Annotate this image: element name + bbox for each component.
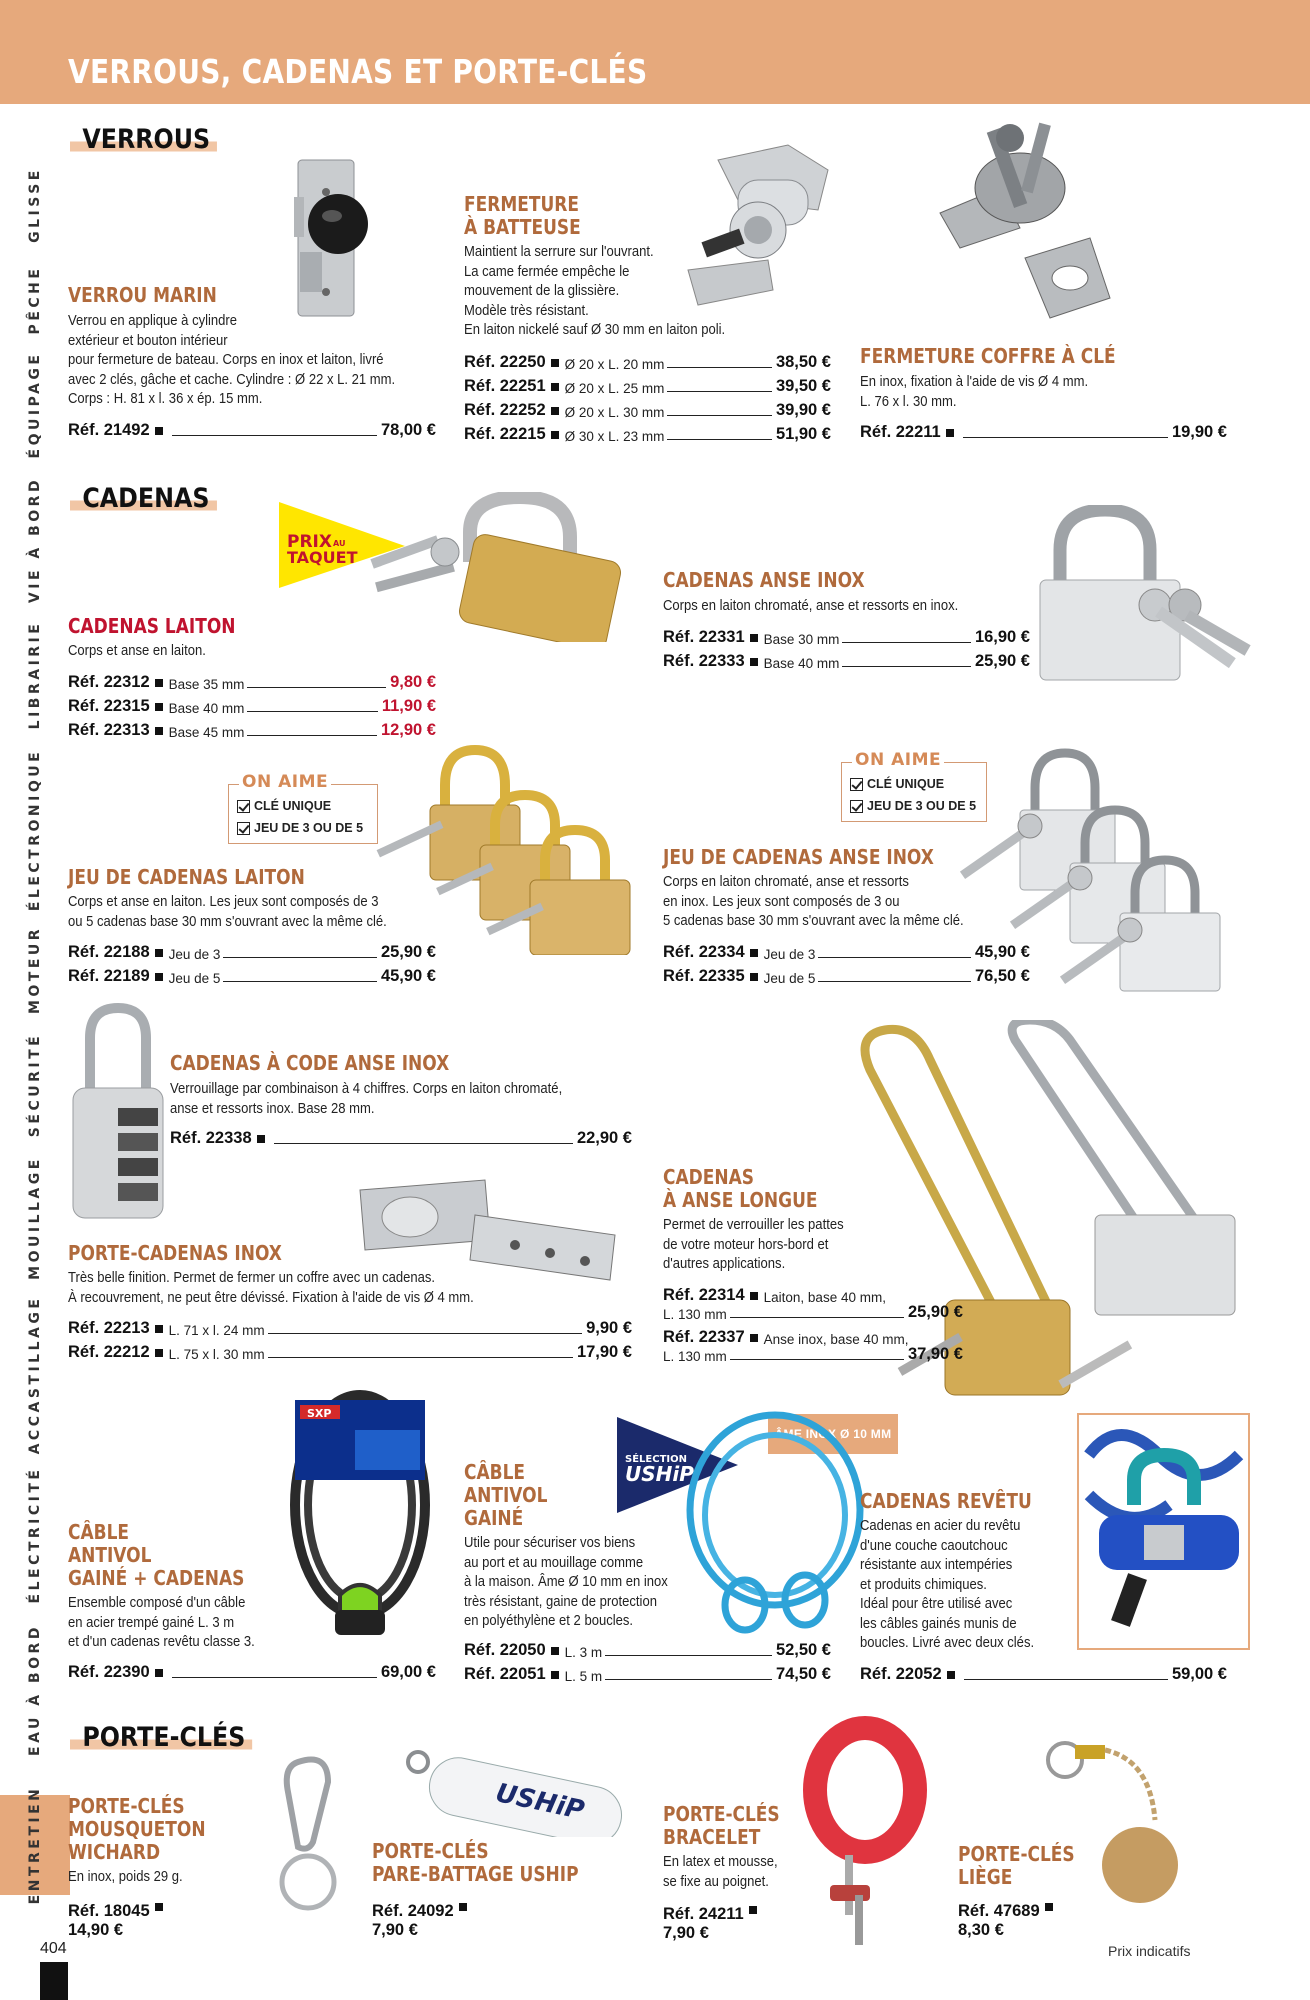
price-row bbox=[464, 376, 831, 396]
ref-code: Réf. 22050 bbox=[464, 1641, 546, 1659]
ref-code: Réf. 22051 bbox=[464, 1665, 546, 1683]
price: 39,90 € bbox=[775, 401, 831, 419]
price-row bbox=[663, 1344, 963, 1364]
variant: L. 5 m bbox=[564, 1669, 603, 1684]
checkbox-icon bbox=[850, 800, 863, 813]
prix-taquet-line1: PRIX bbox=[287, 532, 332, 552]
variant: Laiton, base 40 mm, bbox=[763, 1290, 886, 1305]
cable-cadenas-title: CÂBLE bbox=[68, 1520, 130, 1544]
variant: Ø 20 x L. 30 mm bbox=[564, 405, 665, 420]
uship-flag-line2: USHiP bbox=[625, 1462, 694, 1486]
cadenas-code-description: Verrouillage par combinaison à 4 chiffres. Corps en laiton chromaté, anse et ressorts inox. Base 28 mm. bbox=[170, 1081, 563, 1117]
price: 7,90 € bbox=[372, 1921, 418, 1939]
ref-code: Réf. 22315 bbox=[68, 697, 150, 715]
price-row bbox=[68, 1342, 632, 1362]
variant: Ø 20 x L. 20 mm bbox=[564, 357, 665, 372]
variant: Base 40 mm bbox=[168, 701, 245, 716]
on-aime-badge bbox=[228, 772, 378, 844]
price: 78,00 € bbox=[380, 421, 436, 439]
variant: Jeu de 5 bbox=[763, 971, 816, 986]
badge-feature-label: CLÉ UNIQUE bbox=[867, 777, 945, 791]
fermeture-batteuse-description: Maintient la serrure sur l'ouvrant. La came fermée empêche le mouvement de la glissière. Modèle très résistant. En laiton nickelé sauf Ø 30 mm en laiton poli. bbox=[464, 244, 726, 338]
cadenas-anse-inox-image bbox=[1035, 505, 1255, 685]
price-row bbox=[68, 1318, 632, 1338]
sidebar-item-librairie[interactable]: LIBRAIRIE bbox=[27, 620, 43, 730]
ame-inox-tag: ÂME INOX Ø 10 MM bbox=[768, 1414, 898, 1454]
ref-code: Réf. 22335 bbox=[663, 967, 745, 985]
cadenas-revetu-image bbox=[1079, 1415, 1248, 1648]
fermeture-coffre-description: En inox, fixation à l'aide de vis Ø 4 mm. L. 76 x l. 30 mm. bbox=[860, 374, 1089, 410]
cable-cadenas-description: Ensemble composé d'un câble en acier trempé gainé L. 3 m et d'un cadenas revêtu classe 3. bbox=[68, 1595, 255, 1650]
variant: Base 45 mm bbox=[168, 725, 245, 740]
ref-code: Réf. 22211 bbox=[860, 423, 941, 441]
cable-cadenas-title-3: GAINÉ + CADENAS bbox=[68, 1566, 245, 1590]
price-row bbox=[663, 966, 1030, 986]
ref-code: Réf. 22338 bbox=[170, 1129, 252, 1147]
price: 37,90 € bbox=[907, 1345, 963, 1363]
sidebar-item-mouillage[interactable]: MOUILLAGE bbox=[27, 1156, 43, 1280]
price-row bbox=[68, 720, 436, 740]
variant: L. 3 m bbox=[564, 1645, 603, 1660]
ref-code: Réf. 22215 bbox=[464, 425, 546, 443]
jeu-cadenas-laiton-title: JEU DE CADENAS LAITON bbox=[68, 865, 305, 889]
sidebar-item-equipage[interactable]: ÉQUIPAGE bbox=[27, 351, 43, 459]
variant: Jeu de 3 bbox=[168, 947, 221, 962]
sidebar-item-glisse[interactable]: GLISSE bbox=[27, 167, 43, 243]
verrou-marin-title: VERROU MARIN bbox=[68, 283, 217, 307]
porte-cles-liege-title-2: LIÈGE bbox=[958, 1865, 1013, 1889]
price: 45,90 € bbox=[974, 943, 1030, 961]
ref-code: Réf. 24092 bbox=[372, 1902, 454, 1920]
porte-cles-liege-image bbox=[1030, 1720, 1180, 1910]
porte-cles-bracelet-title: PORTE-CLÉS bbox=[663, 1802, 780, 1826]
sidebar-item-moteur[interactable]: MOTEUR bbox=[27, 925, 43, 1015]
price: 38,50 € bbox=[775, 353, 831, 371]
ref-code: Réf. 22189 bbox=[68, 967, 150, 985]
page-tab-marker bbox=[40, 1962, 68, 2000]
ref-code: Réf. 22334 bbox=[663, 943, 745, 961]
porte-cles-mousqueton-image bbox=[268, 1752, 348, 1917]
cadenas-revetu-description: Cadenas en acier du revêtu d'une couche caoutchouc résistante aux intempéries et produits chimiques. Idéal pour être utilisé avec les câbles gainés munis de boucles. Livré avec deux clés. bbox=[860, 1518, 1035, 1651]
ref-code: Réf. 47689 bbox=[958, 1902, 1040, 1920]
price-row bbox=[68, 672, 436, 692]
prix-taquet-line2: TAQUET bbox=[287, 548, 358, 567]
price: 39,50 € bbox=[775, 377, 831, 395]
price: 59,00 € bbox=[1171, 1665, 1227, 1683]
price: 12,90 € bbox=[380, 721, 436, 739]
section-title-porte-cles: PORTE-CLÉS bbox=[70, 1722, 252, 1753]
page-header bbox=[0, 0, 1310, 104]
ref-code: Réf. 22313 bbox=[68, 721, 150, 739]
price-row bbox=[663, 651, 1030, 671]
jeu-cadenas-inox-title: JEU DE CADENAS ANSE INOX bbox=[663, 845, 934, 869]
section-title-cadenas: CADENAS bbox=[70, 483, 217, 514]
sidebar-item-accastillage[interactable]: ACCASTILLAGE bbox=[27, 1295, 43, 1455]
porte-cadenas-title: PORTE-CADENAS INOX bbox=[68, 1241, 282, 1265]
sidebar-item-entretien[interactable]: ENTRETIEN bbox=[27, 1785, 43, 1905]
price-stack bbox=[663, 1905, 763, 1942]
porte-cles-liege-title: PORTE-CLÉS bbox=[958, 1842, 1075, 1866]
variant: Base 30 mm bbox=[763, 632, 840, 647]
price: 11,90 € bbox=[381, 697, 436, 715]
price: 22,90 € bbox=[576, 1129, 632, 1147]
price-row bbox=[464, 1664, 831, 1684]
sidebar-item-securite[interactable]: SÉCURITÉ bbox=[27, 1032, 43, 1138]
price-stack bbox=[958, 1902, 1059, 1939]
badge-feature-label: JEU DE 3 OU DE 5 bbox=[867, 799, 977, 813]
checkbox-icon bbox=[237, 800, 250, 813]
fermeture-batteuse-title-2: À BATTEUSE bbox=[464, 215, 581, 239]
cadenas-code-title: CADENAS À CODE ANSE INOX bbox=[170, 1051, 450, 1075]
badge-title: ON AIME bbox=[852, 750, 944, 770]
porte-cles-bracelet-description: En latex et mousse, se fixe au poignet. bbox=[663, 1854, 778, 1890]
price-row bbox=[68, 942, 436, 962]
variant: L. 130 mm bbox=[663, 1349, 727, 1364]
price: 9,90 € bbox=[586, 1319, 632, 1337]
variant: Jeu de 3 bbox=[763, 947, 816, 962]
variant: Ø 20 x L. 25 mm bbox=[564, 381, 665, 396]
porte-cles-pare-battage-image bbox=[400, 1737, 630, 1837]
price-row bbox=[68, 1662, 436, 1682]
jeu-cadenas-laiton-description: Corps et anse en laiton. Les jeux sont composés de 3 ou 5 cadenas base 30 mm s'ouvrant avec la même clé. bbox=[68, 894, 387, 930]
price: 14,90 € bbox=[68, 1921, 124, 1939]
sidebar-item-electronique[interactable]: ÉLECTRONIQUE bbox=[27, 748, 43, 912]
ref-code: Réf. 22252 bbox=[464, 401, 546, 419]
price-row bbox=[464, 424, 831, 444]
price: 74,50 € bbox=[775, 1665, 831, 1683]
porte-cadenas-description: Très belle finition. Permet de fermer un coffre avec un cadenas. À recouvrement, ne peut être dévissé. Fixation à l'aide de vis Ø 4 mm. bbox=[68, 1270, 474, 1306]
price-row bbox=[663, 627, 1030, 647]
page-number: 404 bbox=[40, 1940, 67, 1957]
ref-code: Réf. 22188 bbox=[68, 943, 150, 961]
price-row bbox=[663, 1302, 963, 1322]
price-row bbox=[464, 352, 831, 372]
fermeture-coffre-title: FERMETURE COFFRE À CLÉ bbox=[860, 344, 1116, 368]
badge-feature-label: JEU DE 3 OU DE 5 bbox=[254, 821, 364, 835]
price: 9,80 € bbox=[390, 673, 436, 691]
cable-gaine-image bbox=[675, 1400, 875, 1635]
cable-brand-label: SXP bbox=[307, 1407, 332, 1420]
cable-gaine-title: CÂBLE bbox=[464, 1460, 526, 1484]
ref-code: Réf. 22333 bbox=[663, 652, 745, 670]
porte-cles-pare-battage-title: PORTE-CLÉS bbox=[372, 1839, 489, 1863]
cadenas-code-image bbox=[68, 1003, 168, 1223]
section-title-verrous: VERROUS bbox=[70, 124, 217, 155]
price: 16,90 € bbox=[974, 628, 1030, 646]
ref-code: Réf. 22390 bbox=[68, 1663, 150, 1681]
price-row bbox=[68, 966, 436, 986]
badge-feature bbox=[237, 795, 369, 817]
fermeture-batteuse-title: FERMETURE bbox=[464, 192, 579, 216]
cadenas-anse-longue-description: Permet de verrouiller les pattes de votre moteur hors-bord et d'autres applications. bbox=[663, 1217, 844, 1272]
badge-feature-label: CLÉ UNIQUE bbox=[254, 799, 332, 813]
ref-code: Réf. 22314 bbox=[663, 1286, 745, 1304]
ref-code: Réf. 22052 bbox=[860, 1665, 942, 1683]
price-stack bbox=[68, 1902, 169, 1939]
ref-code: Réf. 22213 bbox=[68, 1319, 150, 1337]
variant: L. 71 x l. 24 mm bbox=[168, 1323, 265, 1338]
cable-gaine-title-2: ANTIVOL bbox=[464, 1483, 548, 1507]
prix-taquet-line3: AU bbox=[333, 539, 346, 548]
cadenas-laiton-description: Corps et anse en laiton. bbox=[68, 643, 206, 659]
cable-gaine-description: Utile pour sécuriser vos biens au port et au mouillage comme à la maison. Âme Ø 10 mm en inox très résistant, gaine de protection en polyéthylène et 2 boucles. bbox=[464, 1535, 668, 1629]
price: 45,90 € bbox=[380, 967, 436, 985]
price-row bbox=[68, 420, 436, 440]
variant: L. 75 x l. 30 mm bbox=[168, 1347, 265, 1362]
sidebar-item-eau-a-bord[interactable]: EAU À BORD bbox=[27, 1624, 43, 1756]
sidebar-item-electricite[interactable]: ÉLECTRICITÉ bbox=[27, 1466, 43, 1604]
porte-cles-mousqueton-description: En inox, poids 29 g. bbox=[68, 1869, 183, 1885]
fermeture-coffre-image bbox=[930, 118, 1120, 328]
cable-cadenas-title-2: ANTIVOL bbox=[68, 1543, 152, 1567]
variant: Base 40 mm bbox=[763, 656, 840, 671]
cadenas-revetu-image-frame bbox=[1077, 1413, 1250, 1650]
cadenas-anse-longue-title-2: À ANSE LONGUE bbox=[663, 1188, 818, 1212]
price: 69,00 € bbox=[380, 1663, 436, 1681]
cadenas-laiton-title: CADENAS LAITON bbox=[68, 614, 236, 638]
cable-cadenas-image bbox=[285, 1385, 435, 1640]
variant: Ø 30 x L. 23 mm bbox=[564, 429, 665, 444]
porte-cles-mousqueton-title-2: MOUSQUETON bbox=[68, 1817, 206, 1841]
uship-flag-line1: SÉLECTION bbox=[625, 1454, 687, 1465]
price: 51,90 € bbox=[775, 425, 831, 443]
price: 8,30 € bbox=[958, 1921, 1004, 1939]
porte-cles-bracelet-image bbox=[800, 1715, 935, 1950]
ref-code: Réf. 22312 bbox=[68, 673, 150, 691]
ref-code: Réf. 18045 bbox=[68, 1902, 150, 1920]
price-row bbox=[170, 1128, 632, 1148]
price: 19,90 € bbox=[1171, 423, 1227, 441]
price-row bbox=[464, 400, 831, 420]
price-row bbox=[860, 1664, 1227, 1684]
price: 52,50 € bbox=[775, 1641, 831, 1659]
variant: Base 35 mm bbox=[168, 677, 245, 692]
page-title: VERROUS, CADENAS ET PORTE-CLÉS bbox=[68, 52, 648, 91]
price-row bbox=[860, 422, 1227, 442]
price-row bbox=[663, 942, 1030, 962]
cadenas-laiton-image bbox=[370, 492, 650, 642]
jeu-cadenas-inox-description: Corps en laiton chromaté, anse et ressorts en inox. Les jeux sont composés de 3 ou 5 cadenas base 30 mm s'ouvrant avec la même clé. bbox=[663, 874, 964, 929]
ref-code: Réf. 22251 bbox=[464, 377, 546, 395]
price: 25,90 € bbox=[907, 1303, 963, 1321]
cable-gaine-title-3: GAINÉ bbox=[464, 1506, 524, 1530]
porte-cles-pare-battage-title-2: PARE-BATTAGE USHIP bbox=[372, 1862, 579, 1886]
ref-code: Réf. 22212 bbox=[68, 1343, 150, 1361]
verrou-marin-image bbox=[260, 152, 390, 324]
verrou-marin-description: Verrou en applique à cylindre extérieur et bouton intérieur pour fermeture de bateau. Corps en inox et laiton, livré avec 2 clés, gâche et cache. Cylindre : Ø 22 x L. 21 mm. Corps : H. 81 x l. 36 x ép. 15 mm. bbox=[68, 313, 396, 407]
variant: L. 130 mm bbox=[663, 1307, 727, 1322]
cadenas-anse-inox-title: CADENAS ANSE INOX bbox=[663, 568, 865, 592]
variant: Anse inox, base 40 mm, bbox=[763, 1332, 909, 1347]
cadenas-revetu-title: CADENAS REVÊTU bbox=[860, 1489, 1032, 1513]
sidebar-item-peche[interactable]: PÊCHE bbox=[27, 265, 43, 335]
price-row bbox=[464, 1640, 831, 1660]
ref-code: Réf. 24211 bbox=[663, 1905, 744, 1923]
uship-logo: USHiP bbox=[492, 1778, 587, 1827]
variant: Jeu de 5 bbox=[168, 971, 221, 986]
price-row bbox=[68, 696, 436, 716]
price: 7,90 € bbox=[663, 1924, 709, 1942]
cadenas-anse-longue-title: CADENAS bbox=[663, 1165, 754, 1189]
price-stack bbox=[372, 1902, 473, 1939]
sidebar-item-vie-a-bord[interactable]: VIE À BORD bbox=[27, 476, 43, 604]
checkbox-icon bbox=[237, 822, 250, 835]
porte-cles-bracelet-title-2: BRACELET bbox=[663, 1825, 761, 1849]
ref-code: Réf. 21492 bbox=[68, 421, 150, 439]
checkbox-icon bbox=[850, 778, 863, 791]
porte-cles-mousqueton-title-3: WICHARD bbox=[68, 1840, 161, 1864]
price: 76,50 € bbox=[974, 967, 1030, 985]
prix-indicatifs-note: Prix indicatifs bbox=[1108, 1943, 1191, 1959]
ref-code: Réf. 22331 bbox=[663, 628, 745, 646]
price: 25,90 € bbox=[974, 652, 1030, 670]
price: 25,90 € bbox=[380, 943, 436, 961]
price: 17,90 € bbox=[576, 1343, 632, 1361]
porte-cles-mousqueton-title: PORTE-CLÉS bbox=[68, 1794, 185, 1818]
badge-feature bbox=[237, 817, 369, 839]
ref-code: Réf. 22337 bbox=[663, 1328, 745, 1346]
cadenas-anse-inox-description: Corps en laiton chromaté, anse et ressorts en inox. bbox=[663, 598, 959, 614]
badge-title: ON AIME bbox=[239, 772, 331, 792]
ref-code: Réf. 22250 bbox=[464, 353, 546, 371]
